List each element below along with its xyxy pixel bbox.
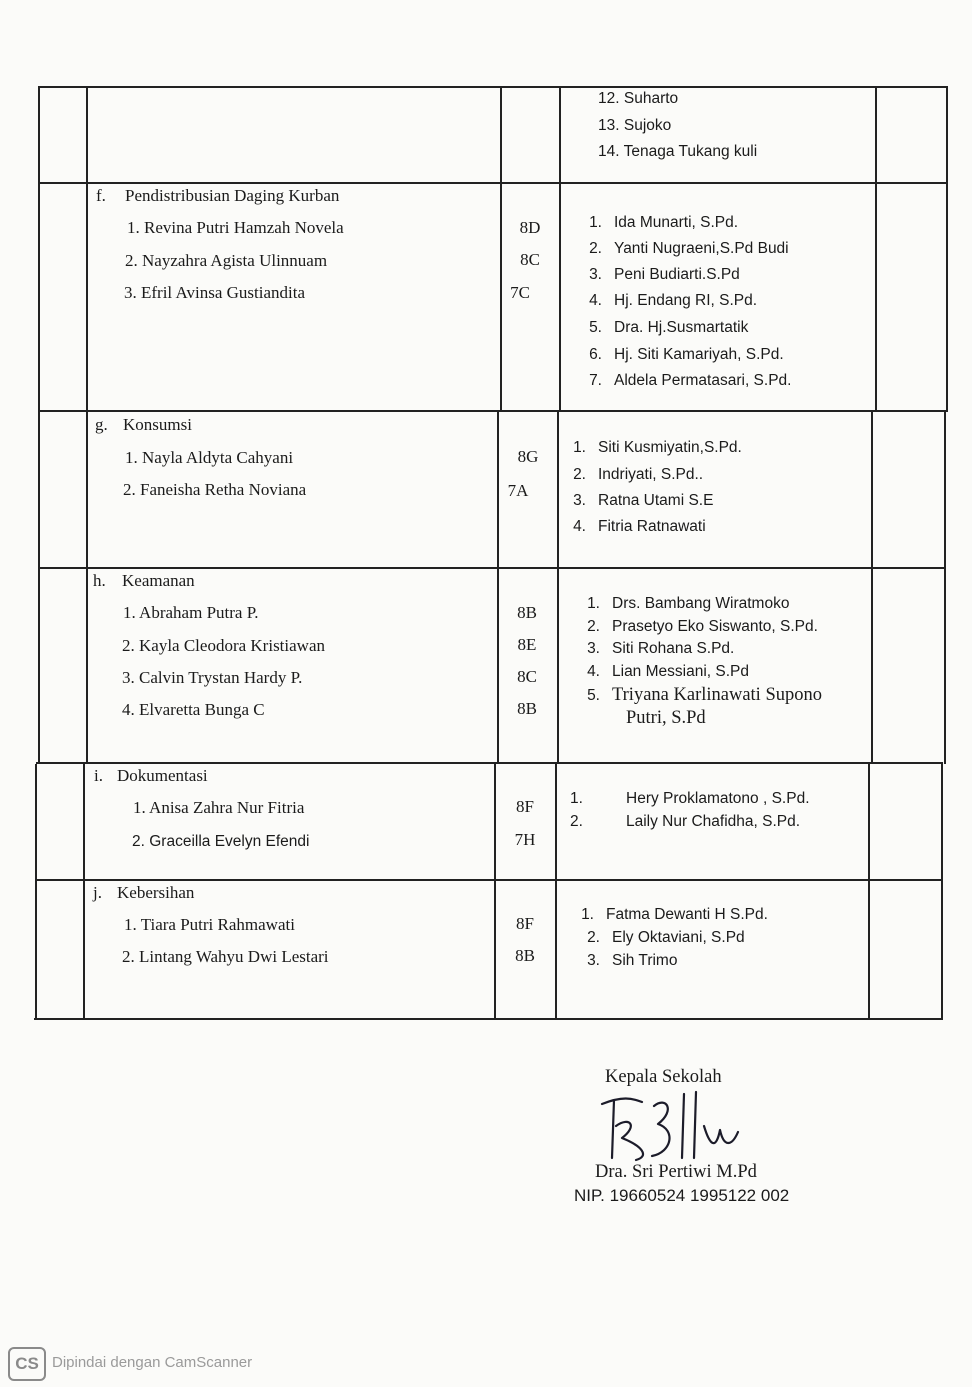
teacher-name: 1. Siti Kusmiyatin,S.Pd.: [573, 439, 742, 456]
student-class: 8C: [520, 250, 540, 269]
section-title: g. Konsumsi: [95, 415, 192, 434]
student-name: 1. Anisa Zahra Nur Fitria: [133, 798, 305, 817]
handwritten-signature: [592, 1086, 772, 1166]
committee-member-13: 13. Sujoko: [598, 117, 672, 134]
column-divider: [83, 764, 85, 1020]
table-left-border: [38, 86, 40, 764]
column-divider: [875, 86, 877, 412]
student-name: 3. Efril Avinsa Gustiandita: [124, 283, 305, 302]
student-class: 7H: [514, 830, 536, 849]
principal-name: Dra. Sri Pertiwi M.Pd: [595, 1162, 757, 1182]
camscanner-watermark: Dipindai dengan CamScanner: [52, 1354, 253, 1371]
student-name: 2. Lintang Wahyu Dwi Lestari: [122, 947, 329, 966]
column-divider: [86, 86, 88, 764]
row-divider: [38, 86, 947, 88]
teacher-name: 3. Ratna Utami S.E: [573, 492, 714, 509]
teacher-name: 3. Siti Rohana S.Pd.: [587, 640, 735, 657]
teacher-name: 1. Drs. Bambang Wiratmoko: [587, 595, 790, 612]
principal-nip: NIP. 19660524 1995122 002: [574, 1186, 790, 1205]
column-divider: [555, 764, 557, 1020]
teacher-name: 2. Laily Nur Chafidha, S.Pd.: [570, 813, 801, 830]
teacher-name: 2. Ely Oktaviani, S.Pd: [587, 929, 745, 946]
row-divider: [38, 410, 946, 412]
table-right-border: [944, 412, 946, 764]
teacher-name: 4. Hj. Endang RI, S.Pd.: [589, 292, 758, 309]
student-class: 7A: [507, 481, 529, 500]
student-name: 1. Tiara Putri Rahmawati: [124, 915, 295, 934]
table-right-border: [941, 764, 943, 1020]
student-name: 4. Elvaretta Bunga C: [122, 700, 265, 719]
student-class: 8F: [516, 914, 534, 933]
camscanner-logo: CS: [8, 1347, 46, 1381]
table-left-border: [35, 764, 37, 1020]
section-title: i. Dokumentasi: [94, 766, 208, 785]
student-name: 2. Graceilla Evelyn Efendi: [132, 833, 310, 850]
student-class: 8G: [517, 447, 539, 466]
student-class: 8B: [517, 603, 537, 622]
column-divider: [559, 86, 561, 412]
signature-role: Kepala Sekolah: [605, 1067, 722, 1087]
teacher-name: 4. Lian Messiani, S.Pd: [587, 663, 749, 680]
student-class: 8B: [517, 699, 537, 718]
student-name: 1. Nayla Aldyta Cahyani: [125, 448, 294, 467]
student-name: 2. Kayla Cleodora Kristiawan: [122, 636, 325, 655]
section-title: h. Keamanan: [93, 571, 195, 590]
teacher-name: 3. Sih Trimo: [587, 952, 678, 969]
teacher-name: 2. Indriyati, S.Pd..: [573, 466, 704, 483]
committee-member-14: 14. Tenaga Tukang kuli: [598, 143, 758, 160]
student-class: 8F: [516, 797, 534, 816]
teacher-name: 1. Hery Proklamatono , S.Pd.: [570, 790, 810, 807]
student-name: 1. Revina Putri Hamzah Novela: [127, 218, 344, 237]
row-divider: [34, 1018, 942, 1020]
teacher-name: 7. Aldela Permatasari, S.Pd.: [589, 372, 792, 389]
column-divider: [871, 412, 873, 764]
student-name: 1. Abraham Putra P.: [123, 603, 259, 622]
teacher-name: 5. Dra. Hj.Susmartatik: [589, 319, 749, 336]
student-name: 2. Nayzahra Agista Ulinnuam: [125, 251, 328, 270]
teacher-name: 1. Fatma Dewanti H S.Pd.: [581, 906, 768, 923]
teacher-name: 1. Ida Munarti, S.Pd.: [589, 214, 739, 231]
teacher-name: 2. Prasetyo Eko Siswanto, S.Pd.: [587, 618, 818, 635]
column-divider: [500, 86, 502, 412]
row-divider: [38, 567, 945, 569]
teacher-name: 2. Yanti Nugraeni,S.Pd Budi: [589, 240, 789, 257]
teacher-name: 4. Fitria Ratnawati: [573, 518, 706, 535]
student-class: 8B: [515, 946, 535, 965]
column-divider: [868, 764, 870, 1020]
table-right-border: [946, 86, 948, 412]
section-title: j. Kebersihan: [93, 883, 195, 902]
teacher-name: 5. Triyana Karlinawati Supono: [587, 685, 822, 705]
row-divider: [36, 762, 943, 764]
teacher-name: 3. Peni Budiarti.S.Pd: [589, 266, 740, 283]
committee-member-12: 12. Suharto: [598, 90, 679, 107]
student-class: 8D: [519, 218, 541, 237]
section-title: f. Pendistribusian Daging Kurban: [96, 186, 340, 205]
row-divider: [38, 182, 947, 184]
student-class: 8C: [517, 667, 537, 686]
student-name: 2. Faneisha Retha Noviana: [123, 480, 307, 499]
teacher-name-continued: Putri, S.Pd: [626, 708, 706, 728]
row-divider: [35, 879, 942, 881]
student-name: 3. Calvin Trystan Hardy P.: [122, 668, 303, 687]
teacher-name: 6. Hj. Siti Kamariyah, S.Pd.: [589, 346, 784, 363]
student-class: 8E: [517, 635, 537, 654]
student-class: 7C: [510, 283, 530, 302]
